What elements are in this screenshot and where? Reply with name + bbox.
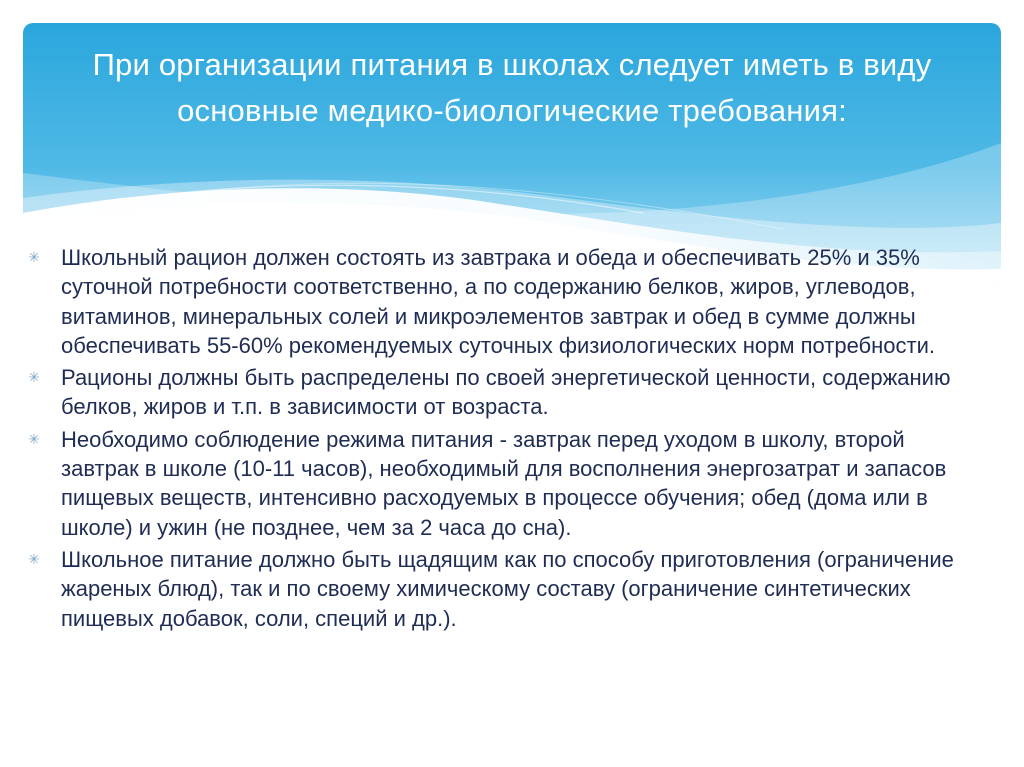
list-item — [27, 243, 987, 360]
list-item-text: Школьное питание должно быть щадящим как по способу приготовления (ограничение жареных блюд), так и по своему химическому составу (ограничение синтетических пищевых добавок, соли, специй и др.). — [61, 546, 954, 631]
asterisk-bullet-icon: ✳ — [28, 430, 40, 447]
asterisk-bullet-icon: ✳ — [28, 550, 40, 567]
list-item-text: Школьный рацион должен состоять из завтрака и обеда и обеспечивать 25% и 35% суточной потребности соответственно, а по содержанию белков, жиров, углеводов, витаминов, минеральных солей и микроэлементов завтрак и обед в сумме должны обеспечивать 55-60% рекомендуемых суточных физиологических норм потребности. — [61, 245, 936, 358]
list-item-text: Необходимо соблюдение режима питания - завтрак перед уходом в школу, второй завтрак в школе (10-11 часов), необходимый для восполнения энергозатрат и запасов пищевых веществ, интенсивно расходуемых в процессе обучения; обед (дома или в школе) и ужин (не позднее, чем за 2 часа до сна). — [61, 426, 947, 540]
asterisk-bullet-icon: ✳ — [28, 369, 40, 386]
asterisk-bullet-icon: ✳ — [28, 249, 40, 265]
slide-title: При организации питания в школах следует иметь в виду основные медико-биологические требования: — [92, 47, 932, 128]
list-item — [27, 425, 987, 542]
list-item — [27, 363, 987, 422]
list-item-text: Рационы должны быть распределены по своей энергетической ценности, содержанию белков, жиров и т.п. в зависимости от возраста. — [61, 365, 951, 420]
bullet-list — [27, 243, 987, 636]
list-item — [27, 545, 987, 633]
